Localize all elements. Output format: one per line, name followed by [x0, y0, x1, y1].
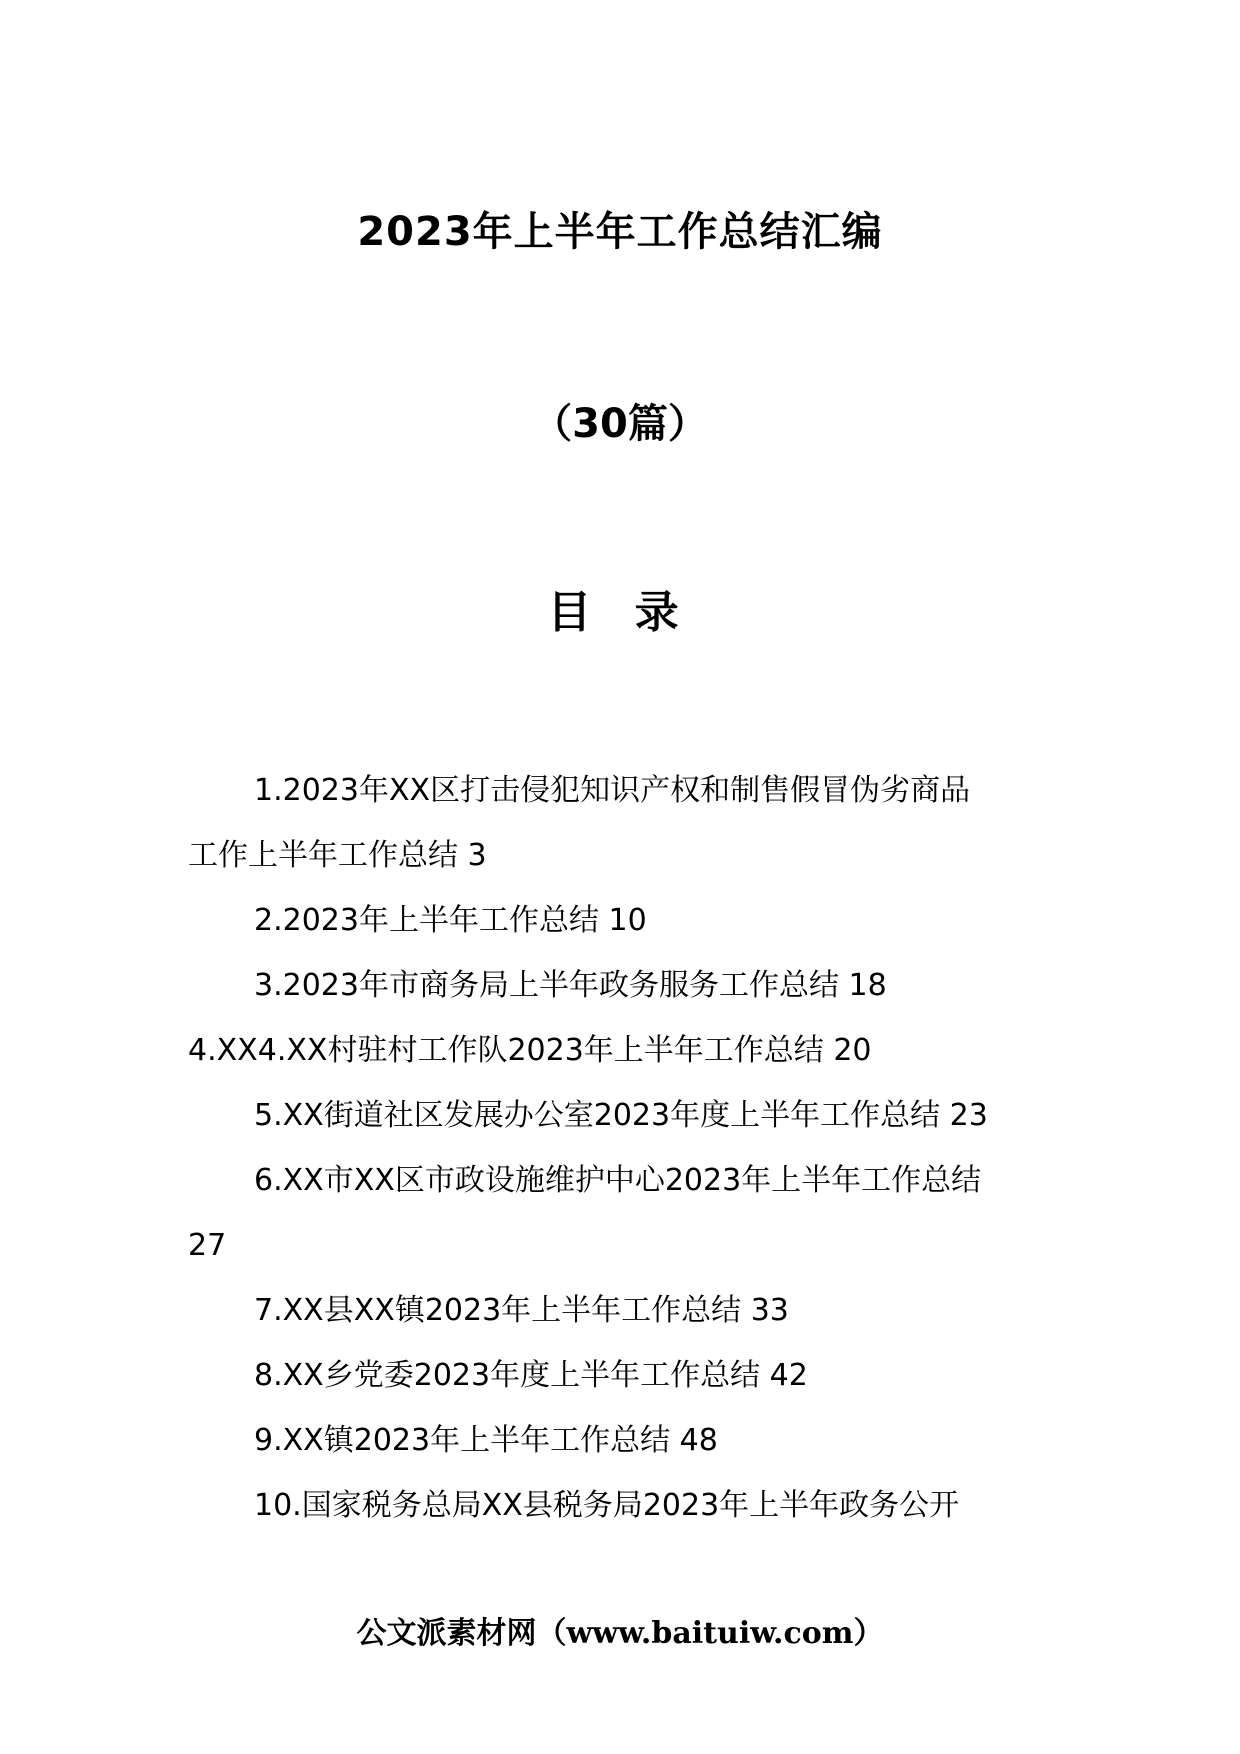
toc-entry-9: 9.XX镇2023年上半年工作总结 48 [254, 1423, 718, 1458]
document-subtitle: （30篇） [532, 401, 708, 447]
toc-entry-1-continued: 工作上半年工作总结 3 [188, 838, 487, 873]
toc-entry-2: 2.2023年上半年工作总结 10 [254, 903, 647, 938]
toc-entry-6-continued: 27 [188, 1228, 227, 1263]
toc-entry-3: 3.2023年市商务局上半年政务服务工作总结 18 [254, 968, 887, 1003]
toc-entry-7: 7.XX县XX镇2023年上半年工作总结 33 [254, 1293, 789, 1328]
toc-entry-8: 8.XX乡党委2023年度上半年工作总结 42 [254, 1358, 808, 1393]
toc-entry-1: 1.2023年XX区打击侵犯知识产权和制售假冒伪劣商品 [254, 773, 971, 808]
toc-entry-6: 6.XX市XX区市政设施维护中心2023年上半年工作总结 [254, 1163, 982, 1198]
toc-entry-5: 5.XX街道社区发展办公室2023年度上半年工作总结 23 [254, 1098, 988, 1133]
table-of-contents [188, 758, 1048, 1538]
page-footer: 公文派素材网（www.baituiw.com） [356, 1616, 884, 1651]
toc-entry-10: 10.国家税务总局XX县税务局2023年上半年政务公开 [254, 1488, 960, 1523]
toc-entry-4: 4.XX4.XX村驻村工作队2023年上半年工作总结 20 [188, 1033, 872, 1068]
toc-heading: 目 录 [547, 587, 693, 638]
document-title: 2023年上半年工作总结汇编 [357, 209, 883, 255]
